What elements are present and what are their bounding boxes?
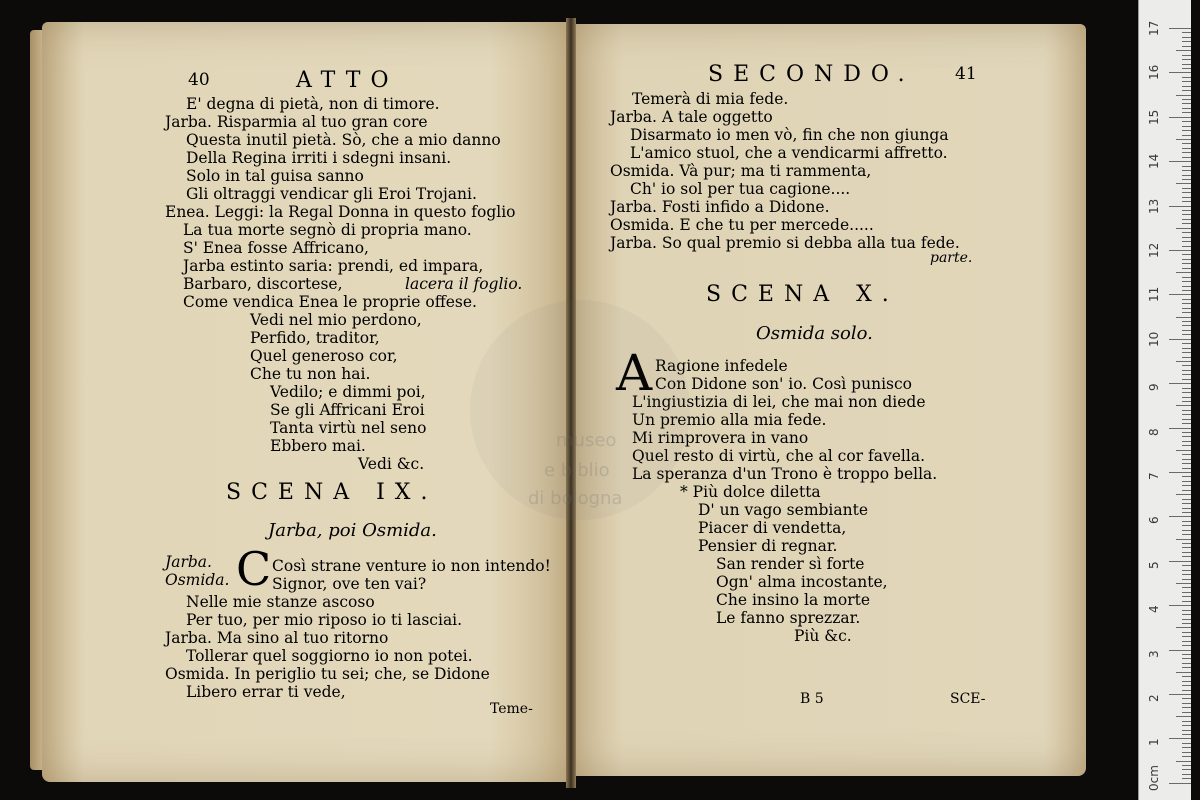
ruler-minor-tick <box>1182 348 1191 349</box>
ruler-minor-tick <box>1176 95 1191 96</box>
ruler-minor-tick <box>1182 357 1191 358</box>
ruler-minor-tick <box>1182 37 1191 38</box>
text-line: Temerà di mia fede. <box>632 90 789 108</box>
ruler-minor-tick <box>1176 139 1191 140</box>
ruler-tick <box>1169 383 1191 384</box>
text-line: Questa inutil pietà. Sò, che a mio danno <box>186 131 501 149</box>
ruler-number: 0cm <box>1147 764 1161 791</box>
ruler-minor-tick <box>1182 286 1191 287</box>
ruler-minor-tick <box>1182 214 1191 215</box>
ruler-minor-tick <box>1176 272 1191 273</box>
ruler-minor-tick <box>1176 405 1191 406</box>
ruler-minor-tick <box>1182 41 1191 42</box>
text-line: Enea. Leggi: la Regal Donna in questo foglio <box>165 203 516 221</box>
ruler-minor-tick <box>1182 556 1191 557</box>
ruler-minor-tick <box>1182 143 1191 144</box>
ruler-minor-tick <box>1182 308 1191 309</box>
ruler-minor-tick <box>1182 126 1191 127</box>
ruler-minor-tick <box>1182 654 1191 655</box>
ruler-minor-tick <box>1182 645 1191 646</box>
ruler-minor-tick <box>1182 179 1191 180</box>
ruler-minor-tick <box>1182 441 1191 442</box>
text-line: Quel resto di virtù, che al cor favella. <box>632 447 925 465</box>
ruler-number: 15 <box>1147 109 1161 125</box>
ruler-minor-tick <box>1182 667 1191 668</box>
ruler-minor-tick <box>1182 197 1191 198</box>
scene-cast: Osmida solo. <box>756 323 873 344</box>
watermark-text: museo <box>556 430 617 451</box>
text-line: Jarba. Ma sino al tuo ritorno <box>165 629 389 647</box>
ruler-minor-tick <box>1182 525 1191 526</box>
ruler-minor-tick <box>1182 365 1191 366</box>
ruler-tick <box>1169 250 1191 251</box>
ruler-minor-tick <box>1182 166 1191 167</box>
ruler-minor-tick <box>1176 228 1191 229</box>
ruler-number: 8 <box>1147 427 1161 436</box>
ruler-minor-tick <box>1182 574 1191 575</box>
text-line: Jarba. Risparmia al tuo gran core <box>165 113 428 131</box>
ruler-tick <box>1169 650 1191 651</box>
scene-cast: Jarba, poi Osmida. <box>268 520 437 541</box>
ruler-minor-tick <box>1182 352 1191 353</box>
ruler-minor-tick <box>1182 237 1191 238</box>
ruler-minor-tick <box>1182 112 1191 113</box>
ruler-minor-tick <box>1182 103 1191 104</box>
ruler-minor-tick <box>1182 547 1191 548</box>
ruler-minor-tick <box>1182 610 1191 611</box>
ruler-minor-tick <box>1182 663 1191 664</box>
ruler-minor-tick <box>1182 641 1191 642</box>
text-line: Nelle mie stanze ascoso <box>186 593 375 611</box>
ruler-minor-tick <box>1182 632 1191 633</box>
ruler-minor-tick <box>1182 747 1191 748</box>
text-line: Osmida. E che tu per mercede..... <box>610 216 874 234</box>
ruler-number: 10 <box>1147 331 1161 347</box>
ruler-minor-tick <box>1182 530 1191 531</box>
text-line: Quel generoso cor, <box>250 347 398 365</box>
ruler-minor-tick <box>1182 619 1191 620</box>
measuring-ruler <box>1138 0 1191 800</box>
ruler-minor-tick <box>1182 570 1191 571</box>
ruler-minor-tick <box>1182 743 1191 744</box>
text-line: La speranza d'un Trono è troppo bella. <box>632 465 938 483</box>
ruler-minor-tick <box>1182 188 1191 189</box>
ruler-number: 9 <box>1147 383 1161 392</box>
ruler-minor-tick <box>1182 459 1191 460</box>
ruler-minor-tick <box>1182 419 1191 420</box>
ruler-minor-tick <box>1182 521 1191 522</box>
ruler-minor-tick <box>1182 90 1191 91</box>
ruler-minor-tick <box>1182 508 1191 509</box>
ruler-minor-tick <box>1182 485 1191 486</box>
ruler-minor-tick <box>1182 219 1191 220</box>
ruler-minor-tick <box>1182 397 1191 398</box>
ruler-minor-tick <box>1182 334 1191 335</box>
ruler-minor-tick <box>1182 490 1191 491</box>
ruler-minor-tick <box>1182 77 1191 78</box>
text-line: Jarba. So qual premio si debba alla tua fede. <box>610 234 960 252</box>
ruler-minor-tick <box>1182 99 1191 100</box>
text-line: Della Regina irriti i sdegni insani. <box>186 149 452 167</box>
ruler-number: 6 <box>1147 516 1161 525</box>
ruler-tick <box>1169 738 1191 739</box>
ruler-minor-tick <box>1182 414 1191 415</box>
catchword: SCE- <box>950 691 986 707</box>
text-line: * Più dolce diletta <box>680 483 821 501</box>
ruler-minor-tick <box>1182 379 1191 380</box>
text-line: Libero errar ti vede, <box>186 683 346 701</box>
ruler-minor-tick <box>1176 361 1191 362</box>
ruler-minor-tick <box>1176 50 1191 51</box>
ruler-minor-tick <box>1182 685 1191 686</box>
text-line: Che tu non hai. <box>250 365 371 383</box>
ruler-minor-tick <box>1176 450 1191 451</box>
ruler-minor-tick <box>1182 210 1191 211</box>
ruler-tick <box>1169 72 1191 73</box>
ruler-minor-tick <box>1182 121 1191 122</box>
ruler-minor-tick <box>1182 463 1191 464</box>
text-line: Piacer di vendetta, <box>698 519 847 537</box>
text-line: Mi rimprovera in vano <box>632 429 809 447</box>
ruler-minor-tick <box>1182 241 1191 242</box>
text-line: E' degna di pietà, non di timore. <box>186 95 440 113</box>
stage-direction: parte. <box>930 250 973 266</box>
text-line: Per tuo, per mio riposo io ti lasciai. <box>186 611 463 629</box>
ruler-number: 12 <box>1147 242 1161 258</box>
ruler-tick <box>1169 206 1191 207</box>
ruler-tick <box>1169 694 1191 695</box>
ruler-minor-tick <box>1182 374 1191 375</box>
ruler-minor-tick <box>1182 623 1191 624</box>
text-line: Pensier di regnar. <box>698 537 838 555</box>
ruler-minor-tick <box>1182 730 1191 731</box>
ruler-number: 3 <box>1147 649 1161 658</box>
ruler-minor-tick <box>1182 565 1191 566</box>
ruler-minor-tick <box>1182 81 1191 82</box>
ruler-minor-tick <box>1182 765 1191 766</box>
text-line: Jarba. <box>165 553 212 571</box>
ruler-minor-tick <box>1182 259 1191 260</box>
ruler-minor-tick <box>1176 583 1191 584</box>
ruler-tick <box>1169 294 1191 295</box>
ruler-minor-tick <box>1182 170 1191 171</box>
text-line: Ch' io sol per tua cagione.... <box>630 180 851 198</box>
text-line: Osmida. In periglio tu sei; che, se Didone <box>165 665 490 683</box>
text-line: Più &c. <box>794 627 852 645</box>
ruler-minor-tick <box>1182 534 1191 535</box>
ruler-minor-tick <box>1182 299 1191 300</box>
ruler-minor-tick <box>1182 690 1191 691</box>
text-line: Ragione infedele <box>655 357 788 375</box>
ruler-minor-tick <box>1182 432 1191 433</box>
ruler-minor-tick <box>1182 658 1191 659</box>
ruler-minor-tick <box>1182 64 1191 65</box>
ruler-minor-tick <box>1182 410 1191 411</box>
ruler-tick <box>1169 472 1191 473</box>
ruler-tick <box>1169 605 1191 606</box>
ruler-minor-tick <box>1182 476 1191 477</box>
dropcap: A <box>616 344 653 402</box>
ruler-number: 11 <box>1147 287 1161 303</box>
museum-watermark-logo <box>470 300 690 520</box>
ruler-minor-tick <box>1182 59 1191 60</box>
ruler-minor-tick <box>1182 756 1191 757</box>
ruler-minor-tick <box>1182 579 1191 580</box>
catchword: Teme- <box>490 701 533 717</box>
ruler-minor-tick <box>1182 148 1191 149</box>
ruler-minor-tick <box>1182 552 1191 553</box>
text-line: Jarba. A tale oggetto <box>610 108 773 126</box>
ruler-minor-tick <box>1182 778 1191 779</box>
text-line: Solo in tal guisa sanno <box>186 167 364 185</box>
ruler-minor-tick <box>1182 32 1191 33</box>
ruler-minor-tick <box>1182 703 1191 704</box>
ruler-minor-tick <box>1182 135 1191 136</box>
ruler-minor-tick <box>1182 468 1191 469</box>
ruler-minor-tick <box>1182 157 1191 158</box>
ruler-minor-tick <box>1182 636 1191 637</box>
ruler-minor-tick <box>1182 370 1191 371</box>
text-line: San render sì forte <box>716 555 865 573</box>
ruler-minor-tick <box>1182 152 1191 153</box>
text-line: Osmida. Và pur; ma ti rammenta, <box>610 162 872 180</box>
ruler-minor-tick <box>1182 277 1191 278</box>
text-line: Jarba estinto saria: prendi, ed impara, <box>183 257 484 275</box>
ruler-minor-tick <box>1182 130 1191 131</box>
ruler-minor-tick <box>1182 543 1191 544</box>
ruler-minor-tick <box>1182 596 1191 597</box>
text-line: Ebbero mai. <box>270 437 366 455</box>
ruler-minor-tick <box>1182 303 1191 304</box>
ruler-minor-tick <box>1182 263 1191 264</box>
text-line: Tollerar quel soggiorno io non potei. <box>186 647 473 665</box>
ruler-minor-tick <box>1182 601 1191 602</box>
text-line: Così strane venture io non intendo! <box>272 557 551 575</box>
text-line: Vedi &c. <box>358 455 425 473</box>
left-page-number: 40 <box>188 70 210 90</box>
ruler-minor-tick <box>1182 721 1191 722</box>
text-line: L'ingiustizia di lei, che mai non diede <box>632 393 926 411</box>
ruler-minor-tick <box>1176 716 1191 717</box>
ruler-minor-tick <box>1182 343 1191 344</box>
text-line: Jarba. Fosti infido a Didone. <box>610 198 830 216</box>
ruler-minor-tick <box>1182 698 1191 699</box>
ruler-minor-tick <box>1176 317 1191 318</box>
ruler-minor-tick <box>1182 769 1191 770</box>
scene-heading: SCENA IX. <box>226 480 438 505</box>
ruler-minor-tick <box>1176 672 1191 673</box>
ruler-minor-tick <box>1182 592 1191 593</box>
right-running-head: SECONDO. <box>708 62 915 87</box>
text-line: Con Didone son' io. Così punisco <box>655 375 912 393</box>
ruler-tick <box>1169 28 1191 29</box>
ruler-minor-tick <box>1182 281 1191 282</box>
ruler-number: 4 <box>1147 605 1161 614</box>
ruler-minor-tick <box>1176 761 1191 762</box>
ruler-number: 2 <box>1147 694 1161 702</box>
text-line: Osmida. <box>165 571 230 589</box>
text-line: Gli oltraggi vendicar gli Eroi Trojani. <box>186 185 477 203</box>
text-line: Tanta virtù nel seno <box>270 419 427 437</box>
ruler-minor-tick <box>1182 445 1191 446</box>
ruler-minor-tick <box>1182 614 1191 615</box>
ruler-minor-tick <box>1182 436 1191 437</box>
ruler-minor-tick <box>1182 254 1191 255</box>
ruler-tick <box>1169 561 1191 562</box>
ruler-minor-tick <box>1182 388 1191 389</box>
ruler-minor-tick <box>1182 499 1191 500</box>
dropcap: C <box>236 542 272 596</box>
ruler-minor-tick <box>1182 774 1191 775</box>
ruler-minor-tick <box>1182 68 1191 69</box>
ruler-tick <box>1169 117 1191 118</box>
ruler-minor-tick <box>1182 503 1191 504</box>
ruler-number: 17 <box>1147 20 1161 36</box>
ruler-minor-tick <box>1176 627 1191 628</box>
ruler-minor-tick <box>1182 401 1191 402</box>
scene-heading: SCENA X. <box>706 282 899 307</box>
ruler-minor-tick <box>1176 539 1191 540</box>
ruler-tick <box>1169 428 1191 429</box>
watermark-text: e biblio <box>544 460 610 481</box>
ruler-minor-tick <box>1176 494 1191 495</box>
text-line: Disarmato io men vò, fin che non giunga <box>630 126 949 144</box>
ruler-minor-tick <box>1182 676 1191 677</box>
ruler-minor-tick <box>1182 223 1191 224</box>
ruler-minor-tick <box>1182 86 1191 87</box>
text-line: D' un vago sembiante <box>698 501 869 519</box>
watermark-text: di bologna <box>528 488 623 509</box>
text-line: Come vendica Enea le proprie offese. <box>183 293 477 311</box>
ruler-minor-tick <box>1182 246 1191 247</box>
text-line: Perfido, traditor, <box>250 329 380 347</box>
ruler-tick <box>1169 339 1191 340</box>
ruler-minor-tick <box>1182 725 1191 726</box>
text-line: L'amico stuol, che a vendicarmi affretto. <box>630 144 948 162</box>
ruler-minor-tick <box>1182 681 1191 682</box>
ruler-number: 14 <box>1147 153 1161 170</box>
ruler-number: 5 <box>1147 561 1161 569</box>
ruler-minor-tick <box>1182 55 1191 56</box>
text-line: Che insino la morte <box>716 591 871 609</box>
text-line: Le fanno sprezzar. <box>716 609 861 627</box>
ruler-tick <box>1169 783 1191 784</box>
text-line: Signor, ove ten vai? <box>272 575 427 593</box>
ruler-tick <box>1169 161 1191 162</box>
ruler-minor-tick <box>1182 752 1191 753</box>
ruler-minor-tick <box>1182 268 1191 269</box>
ruler-number: 7 <box>1147 472 1161 480</box>
ruler-minor-tick <box>1182 325 1191 326</box>
ruler-minor-tick <box>1182 481 1191 482</box>
ruler-minor-tick <box>1182 290 1191 291</box>
text-line: Vedilo; e dimmi poi, <box>270 383 426 401</box>
ruler-tick <box>1169 516 1191 517</box>
ruler-number: 13 <box>1147 198 1161 214</box>
text-line: Un premio alla mia fede. <box>632 411 827 429</box>
ruler-number: 16 <box>1147 65 1161 81</box>
stage-direction: lacera il foglio. <box>405 275 523 293</box>
ruler-minor-tick <box>1182 192 1191 193</box>
ruler-minor-tick <box>1182 312 1191 313</box>
ruler-minor-tick <box>1182 201 1191 202</box>
text-line: S' Enea fosse Affricano, <box>183 239 369 257</box>
text-line: Se gli Affricani Eroi <box>270 401 425 419</box>
ruler-minor-tick <box>1182 587 1191 588</box>
ruler-minor-tick <box>1182 712 1191 713</box>
ruler-minor-tick <box>1182 734 1191 735</box>
text-line: La tua morte segnò di propria mano. <box>183 221 472 239</box>
ruler-minor-tick <box>1182 46 1191 47</box>
ruler-minor-tick <box>1182 454 1191 455</box>
left-running-head: ATTO <box>296 68 399 93</box>
ruler-minor-tick <box>1182 330 1191 331</box>
right-page-number: 41 <box>955 64 977 84</box>
ruler-minor-tick <box>1182 423 1191 424</box>
ruler-minor-tick <box>1176 183 1191 184</box>
ruler-minor-tick <box>1182 392 1191 393</box>
ruler-minor-tick <box>1182 707 1191 708</box>
ruler-minor-tick <box>1182 321 1191 322</box>
text-line: Vedi nel mio perdono, <box>250 311 422 329</box>
ruler-number: 1 <box>1147 738 1161 747</box>
ruler-minor-tick <box>1182 232 1191 233</box>
signature-mark: B 5 <box>800 691 824 707</box>
ruler-minor-tick <box>1182 175 1191 176</box>
text-line: Ogn' alma incostante, <box>716 573 888 591</box>
ruler-minor-tick <box>1182 512 1191 513</box>
text-line: Barbaro, discortese, <box>183 275 343 293</box>
ruler-minor-tick <box>1182 108 1191 109</box>
